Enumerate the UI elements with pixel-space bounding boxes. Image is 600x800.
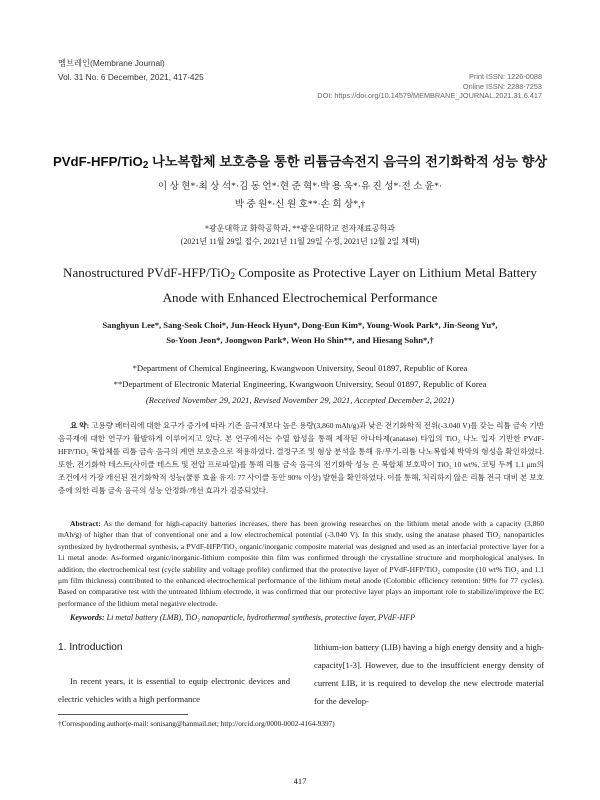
korean-title bbox=[30, 151, 570, 171]
korean-affiliation: *광운대학교 화학공학과, **광운대학교 전자재료공학과 bbox=[204, 224, 395, 233]
english-title-part: Composite as Protective Layer on Lithium Metal Battery bbox=[235, 265, 537, 280]
journal-header bbox=[58, 56, 204, 84]
english-abstract-text: As the demand for high-capacity batteries increases, there has been growing researches on the lithium metal anode with a capacity (3,860 mAh/g) of higher than that of conventional one and a low electrochemical potential (-3.040 V). In this study, using the anatase phased TiO₂ nanoparticles synthesized by hydrothermal synthesis, a PVdF-HFP/TiO₂ organic/inorganic composite material was designed and used as an interfacial protective layer for a Li metal anode. As-formed organic/inorganic-lithium composite thin film was confirmed through the crystalline structure and morphological analyses. In addition, the electrochemical test (cycle stability and voltage profile) confirmed that the protective layer of PVdF-HFP/TiO₂ composite (10 wt% TiO₂ and 1.1 μm film thickness) contributed to the enhanced electrochemical performance of the lithium metal anode (Colombic efficiency retention: 90% for 77 cycles). Based on comparative test with the untreated lithium electrode, it was confirmed that our protective layer plays an important role to stabilize/improve the EC performance of the lithium metal negative electrode. bbox=[58, 519, 544, 608]
footnote-divider bbox=[58, 714, 188, 715]
english-title-line: Anode with Enhanced Electrochemical Performance bbox=[162, 289, 438, 305]
korean-dates: (2021년 11월 29일 접수, 2021년 11월 29일 수정, 2021년 12월 2일 채택) bbox=[180, 237, 420, 246]
body-column-left: In recent years, it is essential to equip electronic devices and electric vehicles with a high performance bbox=[58, 676, 290, 704]
korean-abstract-text: 고용량 배터리에 대한 요구가 증가에 따라 기존 음극재보다 높은 용량(3,860 mAh/g)과 낮은 전기화학적 전위(-3.040 V)를 갖는 리튬 금속 기반 음극재에 대한 연구가 활발하게 이루어지고 있다. 본 연구에서는 수열 합성을 통해 제작된 아나타제(anatase) 타입의 TiO₂ 나노 입자 기반한 PVdF-HFP/TiO₂ 복합체를 리튬 금속 음극의 계면 보호층으로 적용하였다. 결정구조 및 형상 분석을 통해 유/무기-리튬 나노복합체 박막의 형성을 확인하였다. 또한, 전기화학 테스트(사이클 테스트 및 전압 프로파일)를 통해 리튬 금속 음극의 전기화학 성능 은 복합체 보호막이 TiO₂ 10 wt%, 코팅 두께 1.1 μm의 조건에서 가장 개선된 전기화학적 성능(쿨롱 효율 유지: 77 사이클 동안 90% 이상) 발현을 확인하였다. 이를 통해, 처리하지 않은 리튬 전극 대비 본 보호층에 의한 리튬 금속 음극의 성능 안정화/개선 효과가 검증되었다. bbox=[58, 421, 544, 495]
korean-authors bbox=[30, 178, 570, 214]
english-dates: (Received November 29, 2021, Revised November 29, 2021, Accepted December 2, 2021) bbox=[145, 395, 455, 405]
english-title-line bbox=[40, 262, 560, 287]
english-affiliation: **Department of Electronic Material Engineering, Kwangwoon University, Seoul 01897, Republic of Korea bbox=[113, 379, 487, 389]
english-authors bbox=[40, 318, 560, 347]
korean-title-subscript: 2 bbox=[142, 159, 149, 171]
online-issn: Online ISSN: 2288-7253 bbox=[462, 81, 542, 91]
section-heading: 1. Introduction bbox=[58, 642, 123, 653]
korean-affiliation-block bbox=[30, 222, 570, 248]
english-authors-line: Sanghyun Lee*, Sang-Seok Choi*, Jun-Heock Hyun*, Dong-Eun Kim*, Young-Wook Park*, Jin-Seong Yu*, bbox=[102, 320, 498, 330]
journal-name: 멤브레인(Membrane Journal) bbox=[58, 58, 165, 68]
korean-authors-line: 박 중 원*·신 원 호**·손 희 상*,† bbox=[234, 199, 366, 210]
print-issn: Print ISSN: 1226-0088 bbox=[468, 72, 542, 81]
english-affiliation-block bbox=[40, 360, 560, 408]
english-abstract bbox=[58, 518, 544, 609]
english-abstract-label: Abstract: bbox=[70, 519, 101, 528]
english-authors-line: So-Yoon Jeon*, Joongwon Park*, Weon Ho Shin**, and Hiesang Sohn*,† bbox=[166, 334, 434, 345]
english-affiliation: *Department of Chemical Engineering, Kwangwoon University, Seoul 01897, Republic of Korea bbox=[132, 363, 468, 373]
page-number: 417 bbox=[293, 776, 307, 786]
korean-title-part: PVdF-HFP/TiO bbox=[52, 154, 143, 169]
keywords-text: Li metal battery (LMB), TiO₂ nanoparticle, hydrothermal synthesis, protective layer, PVdF-HFP bbox=[106, 613, 416, 622]
journal-volume: Vol. 31 No. 6 December, 2021, 417-425 bbox=[58, 72, 204, 82]
footnote: †Corresponding author(e-mail: sonisang@hanmail.net; http://orcid.org/0000-0002-4164-9397) bbox=[58, 719, 335, 728]
english-title-subscript: 2 bbox=[230, 270, 236, 282]
english-title-part: Nanostructured PVdF-HFP/TiO bbox=[63, 265, 231, 280]
korean-abstract bbox=[58, 419, 544, 497]
body-column-right: lithium-ion battery (LIB) having a high energy density and a high-capacity[1-3]. However, due to the insufficient energy density of current LIB, it is required to develop the new electrode material for the develop- bbox=[314, 642, 544, 706]
korean-title-part: 나노복합체 보호층을 통한 리튬금속전지 음극의 전기화학적 성능 향상 bbox=[148, 154, 548, 169]
keywords bbox=[58, 613, 544, 622]
keywords-label: Keywords: bbox=[70, 613, 105, 622]
issn-block bbox=[317, 72, 542, 101]
doi-link[interactable]: DOI: https://doi.org/10.14579/MEMBRANE_JOURNAL.2021.31.6.417 bbox=[317, 91, 542, 100]
korean-abstract-label: 요 약: bbox=[70, 421, 90, 430]
english-title bbox=[40, 262, 560, 308]
korean-authors-line: 이 상 현*·최 상 석*·김 동 언*·현 준 혁*·박 용 욱*·유 진 성*·전 소 윤*· bbox=[157, 181, 443, 192]
